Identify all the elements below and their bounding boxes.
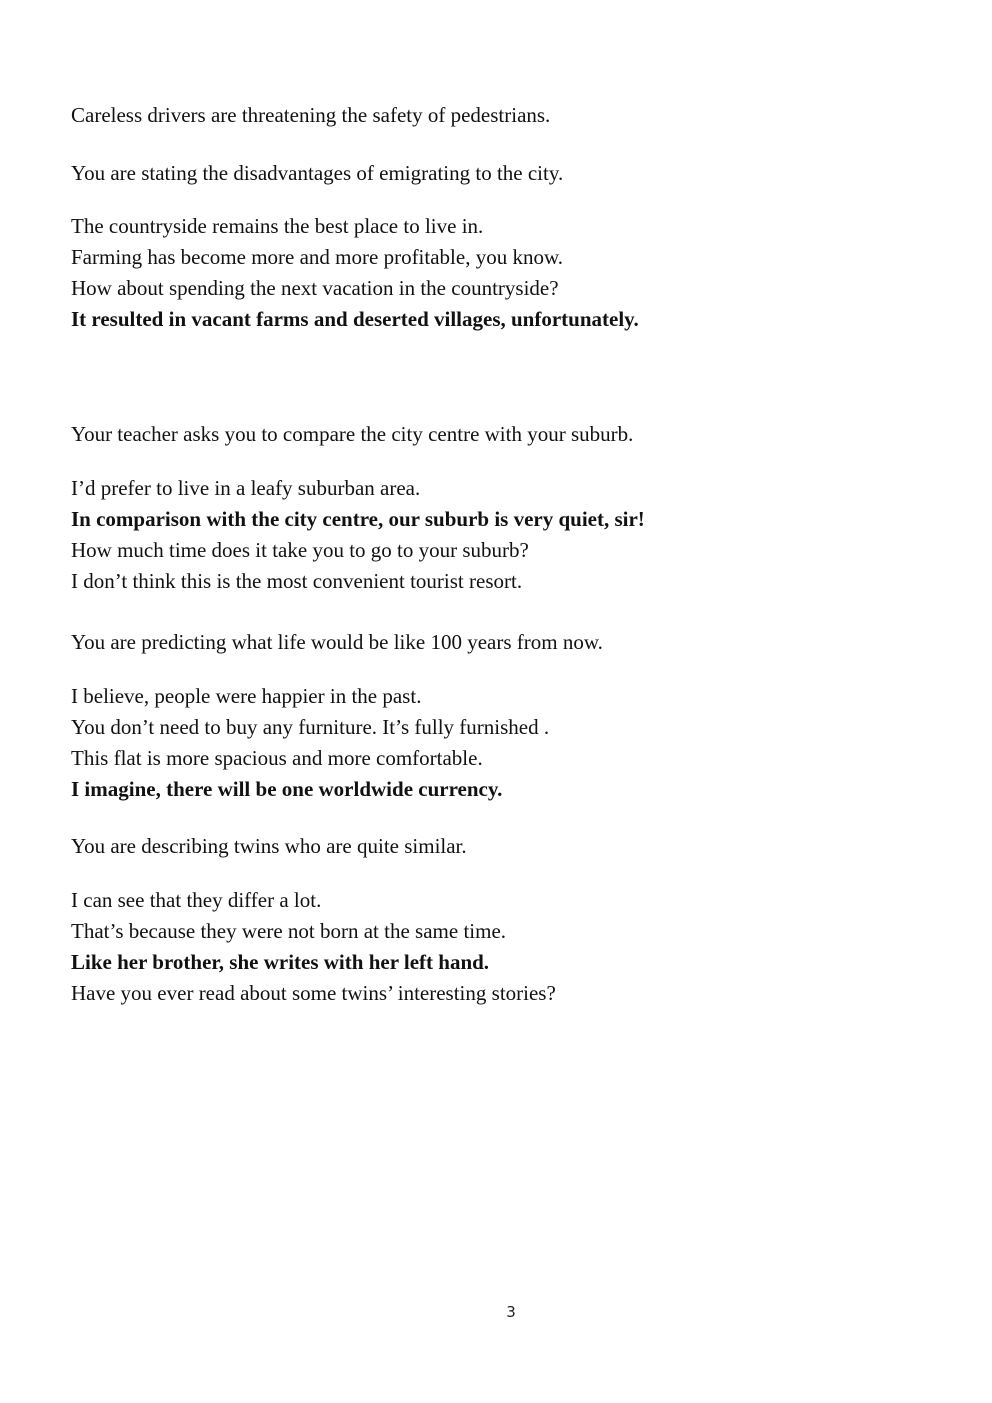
situation-prompt: Your teacher asks you to compare the city centre with your suburb. xyxy=(71,422,634,446)
situation-prompt: You are predicting what life would be like 100 years from now. xyxy=(71,630,603,654)
correct-answer-option: It resulted in vacant farms and deserted villages, unfortunately. xyxy=(71,307,639,331)
answer-option: This flat is more spacious and more comfortable. xyxy=(71,746,483,770)
correct-answer-option: In comparison with the city centre, our suburb is very quiet, sir! xyxy=(71,507,645,531)
situation-prompt: You are stating the disadvantages of emigrating to the city. xyxy=(71,161,564,185)
answer-option: That’s because they were not born at the same time. xyxy=(71,919,507,943)
answer-option: I can see that they differ a lot. xyxy=(71,888,322,912)
correct-answer-option: Like her brother, she writes with her left hand. xyxy=(71,950,490,974)
answer-option: Have you ever read about some twins’ interesting stories? xyxy=(71,981,556,1005)
situation-prompt: You are describing twins who are quite similar. xyxy=(71,834,467,858)
answer-option: How much time does it take you to go to your suburb? xyxy=(71,538,529,562)
answer-option: You don’t need to buy any furniture. It’s fully furnished . xyxy=(71,715,550,739)
answer-option: The countryside remains the best place to live in. xyxy=(71,214,484,238)
correct-answer-option: I imagine, there will be one worldwide currency. xyxy=(71,777,503,801)
answer-option: I don’t think this is the most convenient tourist resort. xyxy=(71,569,523,593)
answer-option: Farming has become more and more profitable, you know. xyxy=(71,245,564,269)
answer-option: How about spending the next vacation in the countryside? xyxy=(71,276,559,300)
situation-prompt: Careless drivers are threatening the safety of pedestrians. xyxy=(71,103,551,127)
answer-option: I’d prefer to live in a leafy suburban area. xyxy=(71,476,421,500)
page-number: 3 xyxy=(506,1303,516,1321)
answer-option: I believe, people were happier in the past. xyxy=(71,684,422,708)
